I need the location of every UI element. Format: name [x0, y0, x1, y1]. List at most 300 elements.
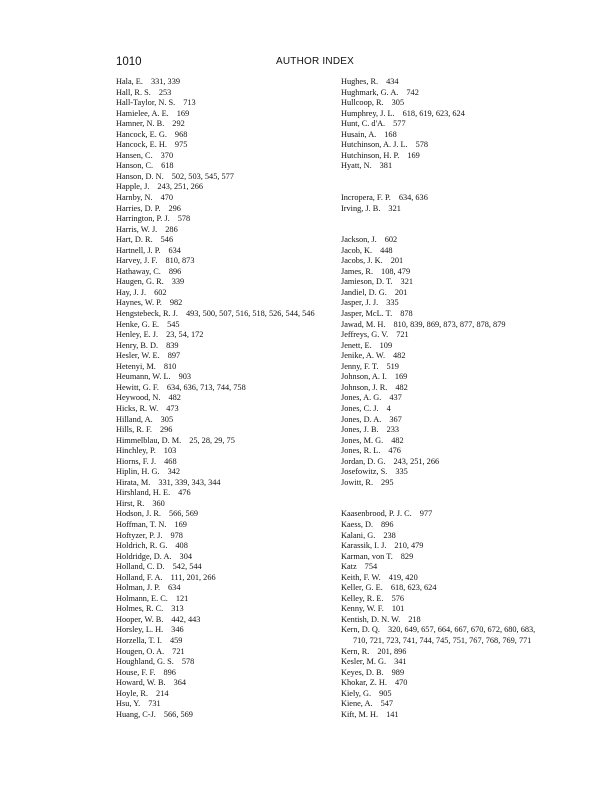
author-name: Holland, F. A.: [116, 572, 163, 582]
page-references: 578: [181, 657, 195, 667]
page-references: 381: [379, 161, 393, 171]
page-references: 448: [380, 245, 393, 255]
index-entry: [116, 615, 326, 626]
index-entry: [116, 583, 326, 594]
author-name: Huang, C-J.: [116, 709, 156, 719]
index-entry: [116, 372, 326, 383]
index-entry: [116, 699, 326, 710]
page-references: 101: [391, 604, 405, 614]
index-entry: [116, 657, 326, 668]
index-entry: [116, 151, 326, 162]
author-name: Jacobs, J. K.: [341, 256, 383, 266]
author-name: Kaasenbrood, P. J. C.: [341, 509, 412, 519]
page-references: 468: [164, 456, 177, 466]
page-references: 713: [183, 98, 196, 108]
index-entry: [341, 436, 551, 447]
index-entry: [116, 88, 326, 99]
page-references: 578: [415, 140, 429, 150]
author-name: Harrington, P. J.: [116, 214, 170, 224]
page-references: 459: [170, 635, 183, 645]
page-references: 566, 569: [168, 509, 198, 519]
index-entry: [116, 710, 326, 721]
author-name: Jenike, A. W.: [341, 351, 386, 361]
page-references: 253: [158, 87, 172, 97]
index-entry: [116, 256, 326, 267]
page-references: 473: [166, 403, 179, 413]
page-references: 442, 443: [171, 614, 201, 624]
page-references: 168: [384, 129, 397, 139]
page-header: [116, 56, 514, 72]
page-references: 618, 623, 624: [390, 583, 437, 593]
page-references: 321: [388, 203, 401, 213]
index-entry: [116, 625, 326, 636]
author-name: Hesler, W. E.: [116, 351, 160, 361]
author-name: Hirst, R.: [116, 498, 145, 508]
index-entry: [341, 235, 551, 246]
index-entry: [116, 678, 326, 689]
author-name: Holmes, R. C.: [116, 604, 164, 614]
index-entry: [341, 77, 551, 88]
author-name: Jasper, McL. T.: [341, 309, 393, 319]
index-entry: [341, 362, 551, 373]
index-entry: [341, 151, 551, 162]
index-entry: [116, 499, 326, 510]
index-entry: [341, 351, 551, 362]
index-entry: [341, 520, 551, 531]
page-references: 233: [386, 425, 400, 435]
page-references: 305: [391, 98, 405, 108]
page-references: 169: [407, 150, 420, 160]
page-references: 364: [173, 678, 187, 688]
author-name: Hicks, R. W.: [116, 403, 159, 413]
page-references: 721: [172, 646, 185, 656]
section-gap: [341, 172, 551, 183]
page-references: 482: [395, 382, 408, 392]
index-entry: [341, 98, 551, 109]
author-name: Holman, J. P.: [116, 583, 161, 593]
index-entry: [341, 320, 551, 331]
index-entry: [341, 583, 551, 594]
page-references: 370: [160, 150, 174, 160]
index-entry: [341, 140, 551, 151]
author-name: Hanson, C.: [116, 161, 154, 171]
page-references: 754: [364, 562, 378, 572]
index-entry: [341, 119, 551, 130]
page-references: 634, 636, 713, 744, 758: [166, 382, 246, 392]
author-name: Heumann, W. L.: [116, 372, 171, 382]
page-references: 476: [178, 488, 191, 498]
page-references: 578: [177, 214, 191, 224]
author-name: Katz: [341, 562, 357, 572]
page-references: 482: [393, 351, 406, 361]
page-references: 434: [386, 77, 399, 86]
page-references: 721: [396, 330, 409, 340]
index-entry: [341, 298, 551, 309]
author-name: Holland, C. D.: [116, 562, 165, 572]
author-name: Hancock, E. G.: [116, 129, 167, 139]
index-column-right: [341, 77, 551, 720]
author-name: Happle, J.: [116, 182, 150, 192]
page-references: 602: [154, 287, 167, 297]
index-entry: [116, 98, 326, 109]
page-references: 566, 569: [163, 709, 193, 719]
page-references: 286: [165, 224, 178, 234]
index-entry: [341, 552, 551, 563]
page-references: 470: [394, 678, 408, 688]
author-name: Jowitt, R.: [341, 477, 374, 487]
page-references: 210, 479: [394, 541, 424, 551]
page-references: 982: [169, 298, 183, 308]
section-gap: [341, 182, 551, 193]
author-name: Keith, F. W.: [341, 572, 381, 582]
page-references: 731: [148, 699, 161, 709]
author-name: Haugen, G. R.: [116, 277, 164, 287]
author-name: Hewitt, G. F.: [116, 382, 159, 392]
author-name: Hodson, J. R.: [116, 509, 161, 519]
index-entry: [116, 288, 326, 299]
index-entry: [116, 161, 326, 172]
index-entry: [116, 225, 326, 236]
author-name: Hilland, A.: [116, 414, 153, 424]
page-references: 313: [171, 604, 184, 614]
page-references: 238: [383, 530, 396, 540]
author-name: Hartnell, J. P.: [116, 245, 161, 255]
page-references: 243, 251, 266: [157, 182, 204, 192]
author-name: Jenett, E.: [341, 340, 372, 350]
author-name: Jamieson, D. T.: [341, 277, 393, 287]
author-name: Hsu, Y.: [116, 699, 141, 709]
author-name: Kentish, D. N. W.: [341, 614, 401, 624]
author-name: Jones, A. G.: [341, 393, 382, 403]
index-entry: [341, 246, 551, 257]
page-references: 169: [174, 519, 187, 529]
page-references: 618: [161, 161, 174, 171]
author-name: Kenny, W. F.: [341, 604, 384, 614]
author-name: Johnson, J. R.: [341, 382, 388, 392]
page-references: 634: [168, 583, 181, 593]
author-name: Heywood, N.: [116, 393, 161, 403]
author-name: Henley, E. J.: [116, 330, 159, 340]
index-entry: [116, 298, 326, 309]
index-entry: [116, 362, 326, 373]
index-entry: [341, 277, 551, 288]
index-entry: [341, 625, 551, 646]
index-entry: [116, 689, 326, 700]
index-entry: [116, 109, 326, 120]
index-entry: [116, 341, 326, 352]
author-name: Josefowitz, S.: [341, 467, 388, 477]
author-name: Kelley, R. E.: [341, 593, 384, 603]
page-references: 897: [167, 351, 181, 361]
index-entry: [116, 562, 326, 573]
page-references: 618, 619, 623, 624: [402, 108, 465, 118]
author-name: Jones, R. L.: [341, 446, 381, 456]
page-references: 243, 251, 266: [393, 456, 440, 466]
page-references: 829: [400, 551, 414, 561]
page-references: 476: [388, 446, 401, 456]
page-references: 577: [393, 119, 406, 129]
author-name: Karman, von T.: [341, 551, 393, 561]
index-entry: [341, 383, 551, 394]
author-name: Jacob, K.: [341, 245, 373, 255]
index-entry: [341, 288, 551, 299]
running-title: AUTHOR INDEX: [276, 56, 354, 67]
index-entry: [116, 404, 326, 415]
index-entry: [116, 393, 326, 404]
page-references: 335: [395, 467, 408, 477]
author-name: Hoffman, T. N.: [116, 519, 167, 529]
index-entry: [116, 172, 326, 183]
page-references: 121: [175, 593, 189, 603]
author-name: Hanson, D. N.: [116, 171, 164, 181]
page-references: 320, 649, 657, 664, 667, 670, 672, 680, 683, 710, 721, 723, 741, 744, 745, 751, 767, 768, 769, 771: [353, 625, 536, 645]
index-entry: [341, 415, 551, 426]
index-entry: [116, 531, 326, 542]
author-name: Irving, J. B.: [341, 203, 381, 213]
index-entry: [116, 130, 326, 141]
index-entry: [116, 351, 326, 362]
index-entry: [116, 77, 326, 88]
author-name: Hall, R. S.: [116, 87, 151, 97]
page-references: 634: [168, 245, 181, 255]
index-entry: [116, 425, 326, 436]
page-references: 839: [166, 340, 179, 350]
index-entry: [341, 393, 551, 404]
author-name: Houghland, G. S.: [116, 657, 174, 667]
author-name: Kern, D. Q.: [341, 625, 380, 635]
index-entry: [116, 488, 326, 499]
index-entry: [116, 541, 326, 552]
page-number: 1010: [116, 56, 142, 68]
index-entry: [116, 193, 326, 204]
section-gap: [341, 488, 551, 499]
page-references: 810, 873: [165, 256, 195, 266]
index-entry: [116, 478, 326, 489]
page-references: 896: [381, 519, 394, 529]
index-entry: [341, 573, 551, 584]
index-entry: [341, 372, 551, 383]
author-name: Kaess, D.: [341, 519, 374, 529]
author-name: Hoftyzer, P. J.: [116, 530, 163, 540]
author-name: Hetenyi, M.: [116, 361, 156, 371]
author-name: Kiene, A.: [341, 699, 373, 709]
author-name: Husain, A.: [341, 129, 377, 139]
index-entry: [341, 604, 551, 615]
index-entry: [341, 256, 551, 267]
page-references: 335: [386, 298, 399, 308]
index-entry: [341, 467, 551, 478]
author-name: Hutchinson, H. P.: [341, 150, 400, 160]
page-references: 975: [174, 140, 188, 150]
index-entry: [116, 204, 326, 215]
page-references: 4: [386, 403, 391, 413]
page-references: 576: [391, 593, 405, 603]
page-references: 989: [391, 667, 405, 677]
index-entry: [116, 552, 326, 563]
author-name: James, R.: [341, 266, 374, 276]
author-name: Hamner, N. B.: [116, 119, 165, 129]
author-name: Hullcoop, R.: [341, 98, 384, 108]
page-references: 634, 636: [398, 193, 428, 203]
page-references: 141: [386, 709, 399, 719]
page-references: 321: [400, 277, 413, 287]
author-name: Hughes, R.: [341, 77, 379, 86]
page-references: 810: [163, 361, 177, 371]
index-entry: [341, 88, 551, 99]
index-entry: [341, 541, 551, 552]
page-references: 978: [170, 530, 183, 540]
page-references: 542, 544: [172, 562, 202, 572]
author-name: Jenny, F. T.: [341, 361, 379, 371]
author-name: Haynes, W. P.: [116, 298, 162, 308]
index-entry: [341, 204, 551, 215]
author-name: Kalani, G.: [341, 530, 376, 540]
author-name: Karassik, I. J.: [341, 541, 387, 551]
index-entry: [116, 277, 326, 288]
author-name: Hall-Taylor, N. S.: [116, 98, 176, 108]
page-references: 169: [176, 108, 190, 118]
page-references: 360: [152, 498, 165, 508]
index-entry: [341, 531, 551, 542]
author-name: Hiplin, H. G.: [116, 467, 160, 477]
index-entry: [116, 604, 326, 615]
author-name: Harris, W. J.: [116, 224, 158, 234]
page-references: 331, 339, 343, 344: [158, 477, 221, 487]
index-entry: [116, 140, 326, 151]
index-entry: [341, 109, 551, 120]
index-entry: [116, 573, 326, 584]
index-entry: [341, 657, 551, 668]
page-references: 546: [160, 235, 174, 245]
page-references: 108, 479: [381, 266, 411, 276]
author-name: Keyes, D. B.: [341, 667, 384, 677]
author-name: Hay, J. J.: [116, 287, 147, 297]
page-references: 968: [174, 129, 188, 139]
author-name: Jandiel, D. G.: [341, 287, 387, 297]
author-name: Henry, B. D.: [116, 340, 159, 350]
index-entry: [341, 699, 551, 710]
author-name: Hougen, O. A.: [116, 646, 165, 656]
page-references: 547: [380, 699, 394, 709]
index-entry: [341, 562, 551, 573]
index-entry: [116, 246, 326, 257]
page-references: 545: [167, 319, 180, 329]
page-references: 111, 201, 266: [170, 572, 216, 582]
page-references: 25, 28, 29, 75: [189, 435, 235, 445]
page-references: 437: [389, 393, 402, 403]
index-entry: [341, 425, 551, 436]
page-references: 470: [160, 193, 174, 203]
author-name: Jawad, M. H.: [341, 319, 386, 329]
author-name: Hills, R. F.: [116, 425, 152, 435]
index-entry: [116, 594, 326, 605]
page-references: 878: [400, 309, 413, 319]
index-entry: [116, 509, 326, 520]
author-name: Horzella, T. I.: [116, 635, 162, 645]
index-entry: [341, 161, 551, 172]
author-name: Harnby, N.: [116, 193, 153, 203]
author-name: Hirshland, H. E.: [116, 488, 171, 498]
page-references: 214: [156, 688, 169, 698]
index-entry: [116, 520, 326, 531]
page-references: 419, 420: [388, 572, 418, 582]
index-entry: [341, 404, 551, 415]
index-entry: [116, 309, 326, 320]
page-references: 341: [394, 657, 407, 667]
author-name: Harvey, J. F.: [116, 256, 158, 266]
index-entry: [116, 119, 326, 130]
author-name: Jones, C. J.: [341, 403, 379, 413]
author-name: Kesler, M. G.: [341, 657, 387, 667]
author-name: Hancock, E. H.: [116, 140, 167, 150]
page-references: 482: [391, 435, 404, 445]
author-name: Jordan, D. G.: [341, 456, 386, 466]
author-name: Hathaway, C.: [116, 266, 161, 276]
index-entry: [341, 668, 551, 679]
author-name: Humphrey, J. L.: [341, 108, 395, 118]
author-name: Jasper, J. J.: [341, 298, 379, 308]
page-references: 896: [168, 266, 182, 276]
index-entry: [116, 415, 326, 426]
page-references: 296: [160, 425, 173, 435]
index-entry: [116, 320, 326, 331]
page-references: 482: [168, 393, 181, 403]
page-references: 331, 339: [150, 77, 180, 86]
author-name: Holdrich, R. G.: [116, 541, 168, 551]
page-references: 602: [384, 235, 398, 245]
index-entry: [116, 668, 326, 679]
index-entry: [341, 457, 551, 468]
index-entry: [341, 309, 551, 320]
index-entry: [341, 647, 551, 658]
page-references: 810, 839, 869, 873, 877, 878, 879: [393, 319, 506, 329]
index-entry: [341, 330, 551, 341]
page-references: 169: [394, 372, 408, 382]
index-entry: [116, 436, 326, 447]
index-entry: [116, 446, 326, 457]
author-name: Kift, M. H.: [341, 709, 379, 719]
author-name: Hooper, W. B.: [116, 614, 164, 624]
index-entry: [116, 214, 326, 225]
page-references: 502, 503, 545, 577: [171, 171, 234, 181]
author-name: Hunt, C. d'A.: [341, 119, 386, 129]
section-gap: [341, 499, 551, 510]
author-name: Hiorns, F. J.: [116, 456, 157, 466]
page-references: 103: [163, 446, 177, 456]
author-name: Hansen, C.: [116, 150, 153, 160]
page-references: 903: [178, 372, 192, 382]
index-entry: [341, 193, 551, 204]
author-name: Holdridge, D. A.: [116, 551, 172, 561]
page-references: 23, 54, 172: [166, 330, 204, 340]
author-name: Hughmark, G. A.: [341, 87, 399, 97]
author-name: Hoyle, R.: [116, 688, 149, 698]
index-entry: [341, 267, 551, 278]
author-name: Hala, E.: [116, 77, 143, 86]
page-references: 201, 896: [377, 646, 407, 656]
author-name: House, F. F.: [116, 667, 156, 677]
index-entry: [341, 341, 551, 352]
page-references: 218: [408, 614, 421, 624]
author-name: Horsley, L. H.: [116, 625, 164, 635]
page-references: 367: [389, 414, 402, 424]
author-name: Jones, M. G.: [341, 435, 384, 445]
index-entry: [116, 267, 326, 278]
page-references: 346: [171, 625, 184, 635]
author-name: Hart, D. R.: [116, 235, 153, 245]
index-entry: [116, 457, 326, 468]
page-references: 339: [171, 277, 185, 287]
